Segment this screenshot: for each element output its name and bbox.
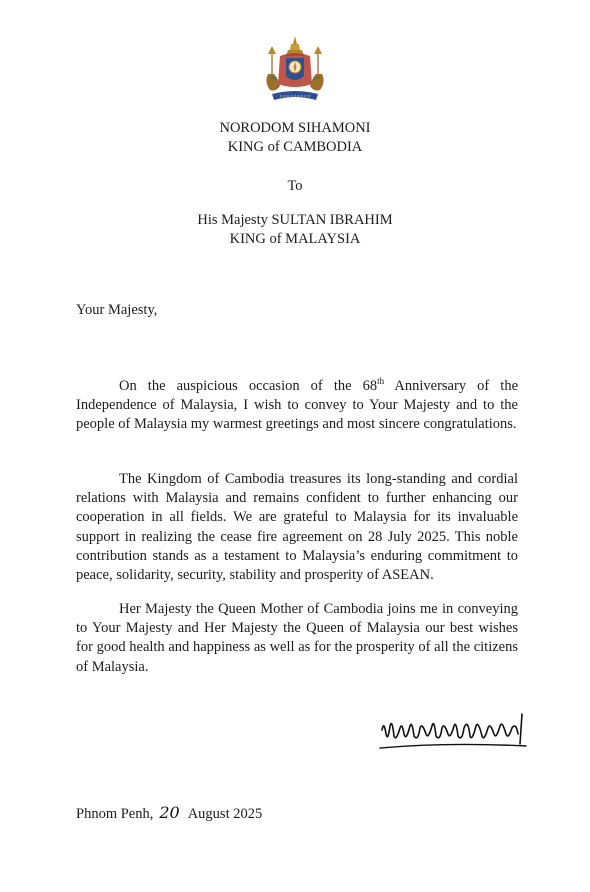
paragraph-1-rest: Anniversary of the Independence of Malaysia, I wish to convey to Your Majesty and to the people of Malaysia my warmest greetings and most sincere congratulations. <box>76 378 519 433</box>
paragraph-1-start: On the auspicious occasion of the 68 <box>119 378 378 394</box>
body-paragraph-1 <box>76 377 518 435</box>
recipient-name: His Majesty SULTAN IBRAHIM <box>197 212 393 228</box>
place-name: Phnom Penh, <box>76 806 154 822</box>
sender-name: NORODOM SIHAMONI <box>219 120 371 136</box>
date-line <box>76 803 262 824</box>
salutation: Your Majesty, <box>76 302 158 318</box>
royal-arms-svg <box>262 34 328 104</box>
body-paragraph-3: Her Majesty the Queen Mother of Cambodia joins me in conveying to Your Majesty and Her Majesty the Queen of Malaysia our best wishes for good health and happiness as well as for the prosperity of all the citizens of Malaysia. <box>76 601 518 675</box>
recipient-title: KING of MALAYSIA <box>229 231 361 247</box>
ordinal-suffix: th <box>377 376 385 387</box>
to-label: To <box>287 178 303 194</box>
signature-svg <box>376 708 532 756</box>
sender-title: KING of CAMBODIA <box>227 139 363 155</box>
body-paragraph-2: The Kingdom of Cambodia treasures its long-standing and cordial relations with Malaysia and remains confident to further enhancing our cooperation in all fields. We are grateful to Malaysia for its invaluable support in realizing the cease fire agreement on 28 July 2025. This noble contribution stands as a testament to Malaysia’s enduring commitment to peace, solidarity, security, stability and prosperity of ASEAN. <box>76 471 518 584</box>
royal-arms-icon <box>262 34 328 104</box>
royal-signature-icon <box>376 708 532 756</box>
handwritten-day: 20 <box>159 803 180 822</box>
month-year: August 2025 <box>187 806 263 822</box>
